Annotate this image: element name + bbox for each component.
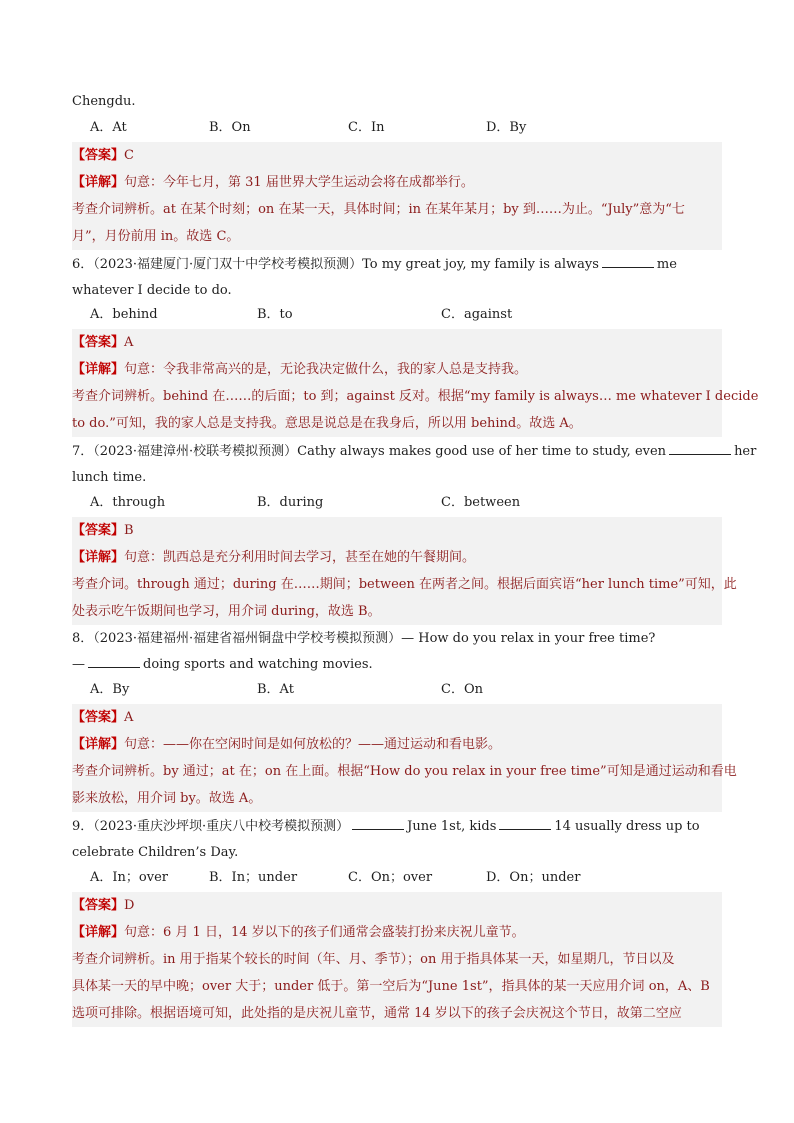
detail-tag: 【详解】 [72,925,125,940]
q9-analysis-line-2: 具体某一天的早中晚；over 大于；under 低于。第一空后为“June 1st”，指具体的某一天应用介词 on，A、B [72,973,722,1000]
answer-value: A [124,335,134,350]
detail-tag: 【详解】 [72,737,125,752]
answer-tag: 【答案】 [72,898,125,913]
q8-analysis-line-1: 考查介词辨析。by 通过；at 在；on 在上面。根据“How do you relax in your free time”可知是通过运动和看电 [72,758,722,785]
q7-stem-text-after: her [734,444,757,459]
q6-analysis-line-2: to do.”可知，我的家人总是支持我。意思是说总是在我身后，所以用 behind。故选 A。 [72,410,722,437]
q7-detail [72,544,722,571]
q9-answer [72,892,722,919]
q8-stem-line-1: 8．（2023·福建福州·福建省福州铜盘中学校考模拟预测）— How do you relax in your free time? [72,631,656,646]
answer-tag: 【答案】 [72,710,125,725]
q8-options [72,676,722,703]
q9-stem-source: 9．（2023·重庆沙坪坝·重庆八中校考模拟预测） [72,819,350,834]
answer-tag: 【答案】 [72,335,125,350]
q8-option-b: B．At [257,682,294,697]
q7-option-c: C．between [441,495,521,510]
q7-stem-text: 7．（2023·福建漳州·校联考模拟预测）Cathy always makes good use of her time to study, even [72,444,667,459]
q9-stem-text: June 1st, kids [407,819,497,834]
q6-stem-line-1 [72,251,722,278]
q8-detail [72,731,722,758]
detail-text: 句意：——你在空闲时间是如何放松的？——通过运动和看电影。 [124,737,502,752]
detail-text: 句意：今年七月，第 31 届世界大学生运动会将在成都举行。 [124,175,474,190]
q8-stem-text: doing sports and watching movies. [143,657,373,672]
q9-stem-line-2: celebrate Children’s Day. [72,845,239,860]
q5-detail [72,169,722,196]
q6-detail [72,356,722,383]
q9-analysis-line-1: 考查介词辨析。in 用于指某个较长的时间（年、月、季节）；on 用于指具体某一天，如星期几，节日以及 [72,946,722,973]
q6-stem-text-after: me [656,257,677,272]
q6-option-a: A．behind [90,307,158,322]
q9-option-c: C．On；over [348,870,433,885]
q6-options [72,301,722,328]
answer-tag: 【答案】 [72,523,125,538]
q5-answer [72,142,722,169]
detail-text: 句意：6 月 1 日，14 岁以下的孩子们通常会盛装打扮来庆祝儿童节。 [124,925,525,940]
q8-analysis-line-2: 影来放松，用介词 by。故选 A。 [72,785,722,812]
q8-option-a: A．By [90,682,130,697]
q7-options [72,489,722,516]
answer-value: A [124,710,134,725]
q5-stem-tail: Chengdu. [72,94,136,109]
q8-blank [88,653,140,668]
q9-detail [72,919,722,946]
q6-option-c: C．against [441,307,513,322]
q6-stem-text: 6．（2023·福建厦门·厦门双十中学校考模拟预测）To my great joy, my family is always [72,257,599,272]
q7-analysis-line-2: 处表示吃午饭期间也学习，用介词 during，故选 B。 [72,598,722,625]
q9-option-d: D．On；under [486,870,581,885]
q7-blank [669,440,731,455]
q6-analysis-line-1: 考查介词辨析。behind 在……的后面；to 到；against 反对。根据“my family is always… me whatever I decide [72,383,722,410]
q5-option-d: D．By [486,120,527,135]
q8-option-c: C．On [441,682,483,697]
q8-answer [72,704,722,731]
q7-option-b: B．during [257,495,324,510]
detail-text: 句意：令我非常高兴的是，无论我决定做什么，我的家人总是支持我。 [124,362,528,377]
q7-option-a: A．through [90,495,166,510]
q7-answer [72,517,722,544]
q5-options [72,114,722,141]
q9-stem-text-after: 14 usually dress up to [554,819,700,834]
q9-options [72,864,722,891]
q7-stem-line-2: lunch time. [72,470,147,485]
answer-value: C [124,148,134,163]
q8-stem-line-2 [72,651,722,678]
detail-text: 句意：凯西总是充分利用时间去学习，甚至在她的午餐期间。 [124,550,476,565]
q8-dash: — [72,657,85,672]
q9-stem-line-1 [72,813,722,840]
q6-blank [602,253,654,268]
detail-tag: 【详解】 [72,175,125,190]
q7-analysis-line-1: 考查介词。through 通过；during 在……期间；between 在两者之间。根据后面宾语“her lunch time”可知，此 [72,571,722,598]
q6-stem-line-2: whatever I decide to do. [72,283,232,298]
detail-tag: 【详解】 [72,362,125,377]
answer-value: B [124,523,134,538]
q5-option-b: B．On [209,120,251,135]
q5-option-a: A．At [90,120,127,135]
q9-option-b: B．In；under [209,870,298,885]
q5-option-c: C．In [348,120,385,135]
q5-analysis-line-1: 考查介词辨析。at 在某个时刻；on 在某一天，具体时间；in 在某年某月；by 到……为止。“July”意为“七 [72,196,722,223]
q9-blank-1 [352,815,404,830]
q7-stem-line-1 [72,438,757,465]
q6-answer [72,329,722,356]
q9-analysis-line-3: 选项可排除。根据语境可知，此处指的是庆祝儿童节，通常 14 岁以下的孩子会庆祝这个节日，故第二空应 [72,1000,722,1027]
q9-blank-2 [499,815,551,830]
detail-tag: 【详解】 [72,550,125,565]
answer-value: D [124,898,135,913]
q6-option-b: B．to [257,307,293,322]
answer-tag: 【答案】 [72,148,125,163]
q5-analysis-line-2: 月”，月份前用 in。故选 C。 [72,223,722,250]
q9-option-a: A．In；over [90,870,168,885]
